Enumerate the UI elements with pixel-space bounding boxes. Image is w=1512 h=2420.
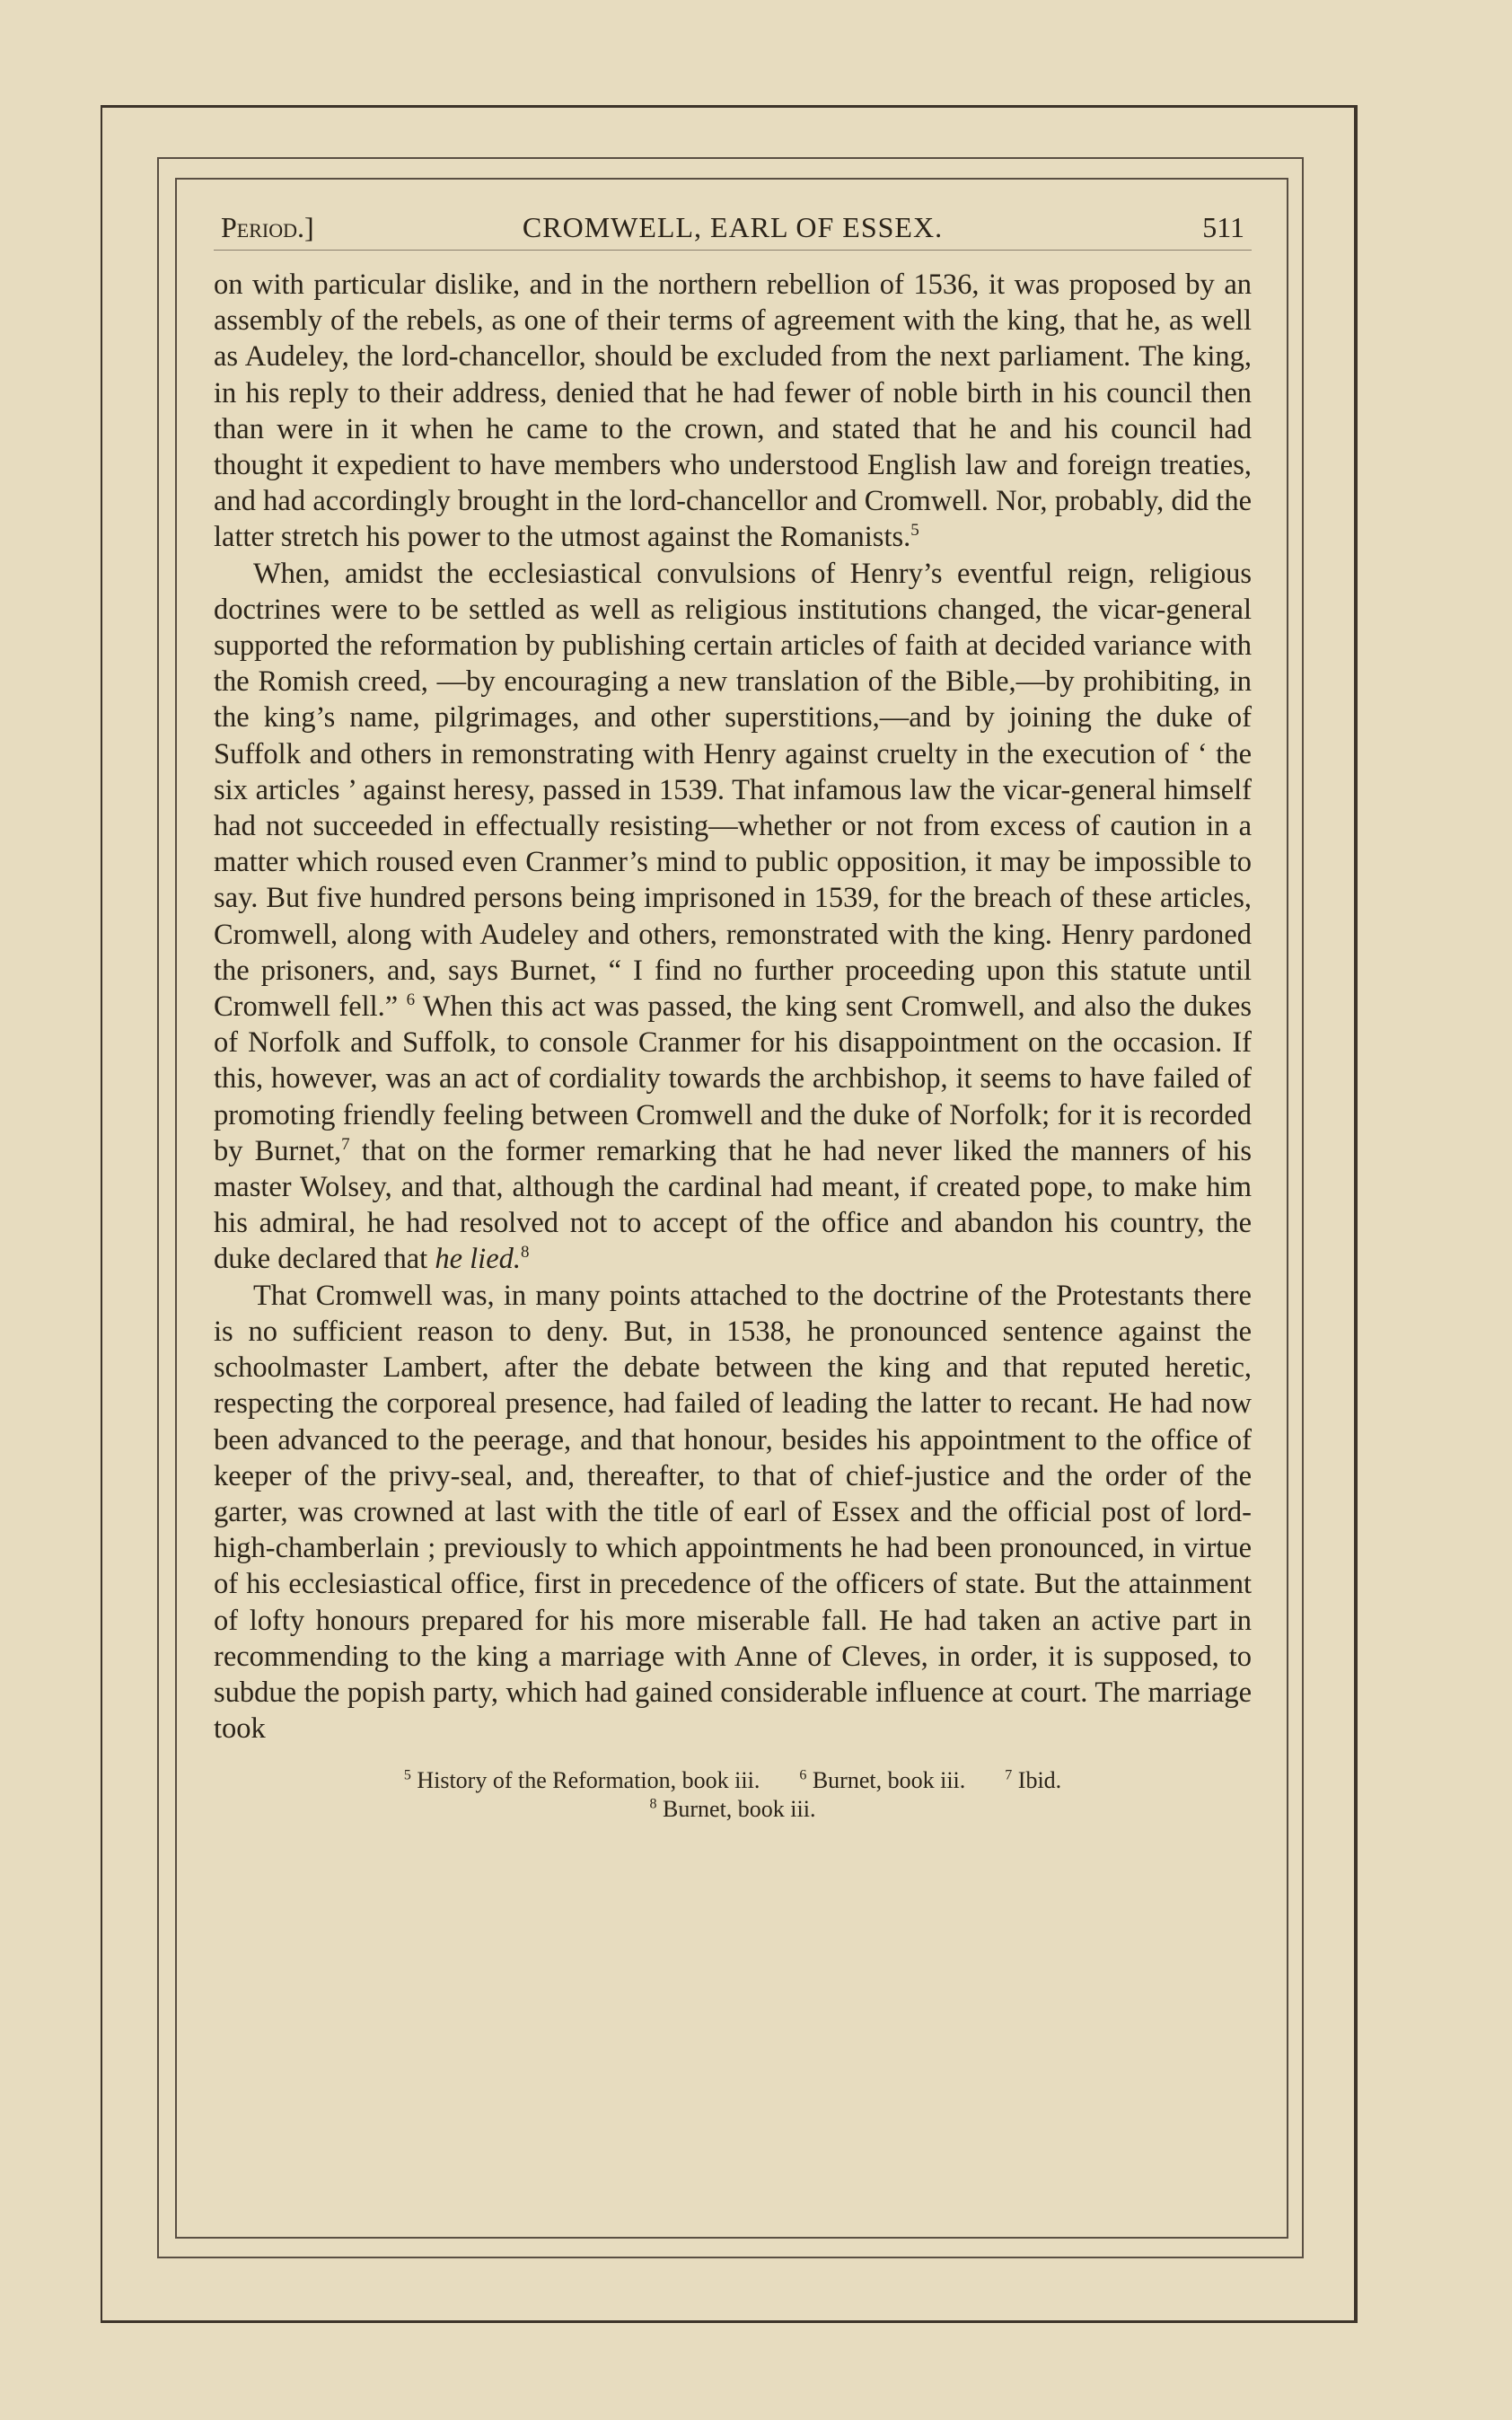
text-run: that on the former remarking that he had never liked the manners of his master Wolsey, and that, although the cardinal had meant, if created pope, to make him his admiral, he had resolved not to accept of the office and abandon his country, the duke declared that xyxy=(214,1134,1252,1276)
book-page xyxy=(214,205,1252,1824)
footnote-marker: 6 xyxy=(406,990,416,1010)
paragraph xyxy=(214,556,1252,1278)
footnote-item xyxy=(799,1767,965,1793)
footnote-number: 5 xyxy=(403,1767,411,1783)
footnote-line xyxy=(214,1795,1252,1824)
footnote-text: Burnet, book iii. xyxy=(656,1796,816,1823)
footnote-marker: 5 xyxy=(910,521,919,541)
text-run: When this act was passed, the king sent Cromwell, and also the dukes of Norfolk and Suffolk, to console Cranmer for his disappointment on the occasion. If this, however, was an act of cordiality towards the archbishop, it seems to have failed of promoting friendly feeling between Cromwell and the duke of Norfolk; for it is recorded by Burnet, xyxy=(214,990,1252,1167)
footnote-line xyxy=(214,1766,1252,1795)
text-run: When, amidst the ecclesiastical convulsions of Henry’s eventful reign, religious doctrines were to be settled as well as religious institutions changed, the vicar-general supported the reformation by publishing certain articles of faith at decided variance with the Romish creed, —by encouraging a new translation of the Bible,—by prohibiting, in the king’s name, pilgrimages, and other superstitions,—and by joining the duke of Suffolk and others in remonstrating with Henry against cruelty in the execution of ‘ the six articles ’ against heresy, passed in 1539. That infamous law the vicar-general himself had not succeeded in effectually resisting—whether or not from excess of caution in a matter which roused even Cranmer’s mind to public opposition, it may be impossible to say. But five hundred persons being imprisoned in 1539, for the breach of these articles, Cromwell, along with Audeley and others, remonstrated with the king. Henry pardoned the prisoners, and, says Burnet, “ I find no further proceeding upon this statute until Cromwell fell.” xyxy=(214,557,1252,1024)
footnote-text: Burnet, book iii. xyxy=(806,1767,966,1794)
footnote-number: 6 xyxy=(799,1767,807,1783)
page-number: 511 xyxy=(1202,211,1244,243)
running-header xyxy=(214,205,1252,251)
paragraph xyxy=(214,267,1252,556)
header-title: CROMWELL, EARL OF ESSEX. xyxy=(522,211,944,243)
text-run: That Cromwell was, in many points attached to the doctrine of the Protestants there is no sufficient reason to deny. But, in 1538, he pronounced sentence against the schoolmaster Lambert, after the debate between the king and that reputed heretic, respecting the corporeal presence, had failed of leading the latter to recant. He had now been advanced to the peerage, and that honour, besides his appointment to the office of keeper of the privy-seal, and, thereafter, to that of chief-justice and the order of the garter, was crowned at last with the title of earl of Essex and the official post of lord-high-chamberlain ; previously to which appointments he had been pronounced, in virtue of his ecclesiastical office, first in precedence of the officers of state. But the attainment of lofty honours prepared for his more miserable fall. He had taken an active part in recommending to the king a marriage with Anne of Cleves, in order, it is supposed, to subdue the popish party, which had gained considerable influence at court. The marriage took xyxy=(214,1279,1252,1746)
body-text xyxy=(214,267,1252,1747)
footnote-number: 7 xyxy=(1005,1767,1013,1783)
footnote-item xyxy=(650,1796,816,1822)
footnote-item xyxy=(1005,1767,1061,1793)
italic-text: he lied. xyxy=(435,1243,522,1276)
footnote-marker: 7 xyxy=(341,1135,350,1155)
footnote-text: History of the Reformation, book iii. xyxy=(410,1767,760,1794)
paragraph xyxy=(214,1278,1252,1747)
footnote-text: Ibid. xyxy=(1012,1767,1062,1794)
header-period: Period.] xyxy=(221,211,314,243)
footnote-number: 8 xyxy=(649,1796,657,1812)
footnote-marker: 8 xyxy=(521,1243,530,1263)
text-run: on with particular dislike, and in the northern rebellion of 1536, it was proposed by an assembly of the rebels, as one of their terms of agreement with the king, that he, as well as Audeley, the lord-chancellor, should be excluded from the next parliament. The king, in his reply to their address, denied that he had fewer of noble birth in his council then than were in it when he came to the crown, and stated that he and his council had thought it expedient to have members who understood English law and foreign treaties, and had accordingly brought in the lord-chancellor and Cromwell. Nor, probably, did the latter stretch his power to the utmost against the Romanists. xyxy=(214,268,1252,554)
footnotes xyxy=(214,1766,1252,1824)
footnote-item xyxy=(404,1767,760,1793)
